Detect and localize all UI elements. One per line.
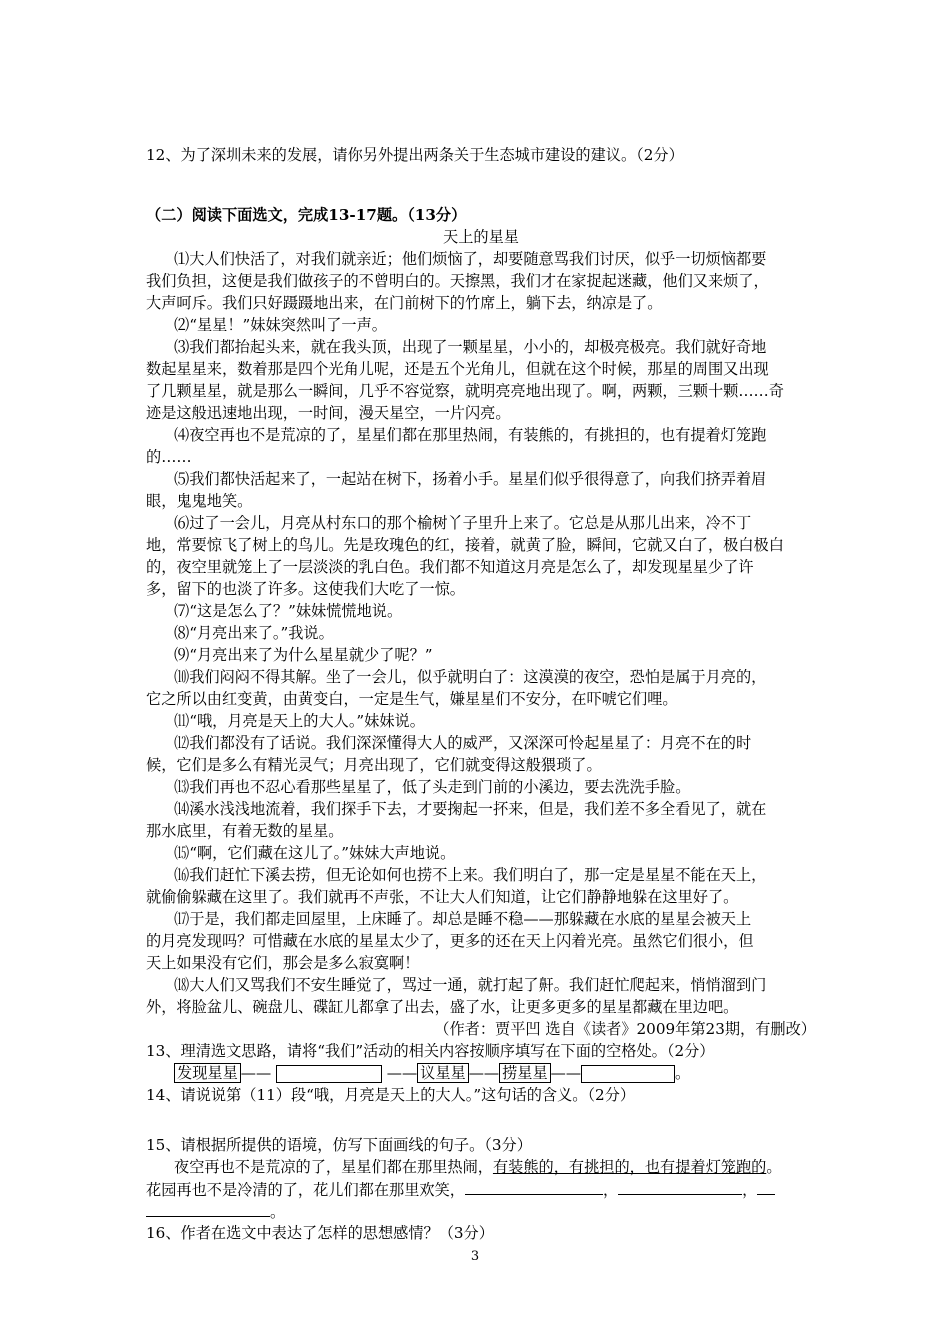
paragraph-17-line: 的月亮发现吗？可惜藏在水底的星星太少了，更多的还在天上闪着光亮。虽然它们很小，但 xyxy=(146,932,754,950)
paragraph-18-line: 外，将脸盆儿、碗盘儿、碟缸儿都拿了出去，盛了水，让更多更多的星星都藏在里边吧。 xyxy=(146,998,739,1016)
paragraph-7: ⑺“这是怎么了？”妹妹慌慌地说。 xyxy=(174,602,403,620)
step-discuss-stars: 议星星 xyxy=(417,1063,469,1083)
page-number: 3 xyxy=(470,1249,480,1264)
paragraph-9: ⑼“月亮出来了为什么星星就少了呢？” xyxy=(174,646,433,664)
paragraph-6: ⑹过了一会儿，月亮从村东口的那个榆树丫子里升上来了。它总是从那儿出来，冷不丁 xyxy=(174,514,752,532)
question-13: 13、理清选文思路，请将“我们”活动的相关内容按顺序填写在下面的空格处。（2分） xyxy=(146,1042,715,1060)
paragraph-2: ⑵“星星！”妹妹突然叫了一声。 xyxy=(174,316,387,334)
comma: ， xyxy=(602,1181,619,1199)
question-15-prompt xyxy=(146,1178,816,1201)
paragraph-13: ⒀我们再也不忍心看那些星星了，低了头走到门前的小溪边，要去洗洗手脸。 xyxy=(174,778,691,796)
paragraph-5: ⑸我们都快活起来了，一起站在树下，扬着小手。星星们似乎很得意了，向我们挤弄着眉 xyxy=(174,470,767,488)
paragraph-16-line: 就偷偷躲藏在这里了。我们就再不声张，不让大人们知道，让它们静静地躲在这里好了。 xyxy=(146,888,739,906)
answer-blank-3[interactable] xyxy=(757,1178,775,1195)
question-15-continuation xyxy=(146,1200,816,1223)
arrow: —— xyxy=(386,1064,418,1082)
period: 。 xyxy=(766,1158,782,1176)
source-attribution: （作者：贾平凹 选自《读者》2009年第23期，有删改） xyxy=(434,1020,816,1038)
paragraph-6-line: 多，留下的也淡了许多。这使我们大吃了一惊。 xyxy=(146,580,465,598)
paragraph-1-line: 大声呵斥。我们只好蹑蹑地出来，在门前树下的竹席上，躺下去，纳凉是了。 xyxy=(146,294,663,312)
period: 。 xyxy=(675,1064,691,1082)
question-15-example xyxy=(174,1156,816,1178)
paragraph-4-line: 的…… xyxy=(146,448,192,466)
arrow: —— xyxy=(240,1064,272,1082)
question-15: 15、请根据所提供的语境，仿写下面画线的句子。（3分） xyxy=(146,1136,532,1154)
paragraph-3-line: 迹是这般迅速地出现，一时间，漫天星空，一片闪亮。 xyxy=(146,404,511,422)
answer-box-2[interactable] xyxy=(581,1065,675,1083)
paragraph-11: ⑾“哦，月亮是天上的大人。”妹妹说。 xyxy=(174,712,425,730)
example-underlined: 有装熊的，有挑担的，也有提着灯笼跑的 xyxy=(492,1158,767,1176)
paragraph-14: ⒁溪水浅浅地流着，我们探手下去，才要掬起一抔来，但是，我们差不多全看见了，就在 xyxy=(174,800,767,818)
question-14: 14、请说说第（11）段“哦，月亮是天上的大人。”这句话的含义。（2分） xyxy=(146,1086,636,1104)
prompt-plain: 花园再也不是冷清的了，花儿们都在那里欢笑， xyxy=(146,1181,465,1199)
essay-title: 天上的星星 xyxy=(443,228,519,246)
answer-blank-1[interactable] xyxy=(465,1178,603,1195)
step-discover-stars: 发现星星 xyxy=(174,1063,241,1083)
paragraph-4: ⑷夜空再也不是荒凉的了，星星们都在那里热闹，有装熊的，有挑担的，也有提着灯笼跑 xyxy=(174,426,767,444)
paragraph-18: ⒅大人们又骂我们不安生睡觉了，骂过一通，就打起了鼾。我们赶忙爬起来，悄悄溜到门 xyxy=(174,976,767,994)
paragraph-3-line: 数起星星来，数着那是四个光角儿呢，还是五个光角儿，但就在这个时候，那星的周围又出现 xyxy=(146,360,769,378)
paragraph-5-line: 眼，鬼鬼地笑。 xyxy=(146,492,253,510)
arrow: —— xyxy=(550,1064,582,1082)
paragraph-16: ⒃我们赶忙下溪去捞，但无论如何也捞不上来。我们明白了，那一定是星星不能在天上， xyxy=(174,866,767,884)
paragraph-8: ⑻“月亮出来了。”我说。 xyxy=(174,624,334,642)
example-plain: 夜空再也不是荒凉的了，星星们都在那里热闹， xyxy=(174,1158,493,1176)
question-12: 12、为了深圳未来的发展，请你另外提出两条关于生态城市建设的建议。（2分） xyxy=(146,146,684,164)
section-heading: （二）阅读下面选文，完成13-17题。（13分） xyxy=(146,206,467,224)
paragraph-14-line: 那水底里，有着无数的星星。 xyxy=(146,822,344,840)
paragraph-17: ⒄于是，我们都走回屋里，上床睡了。却总是睡不稳——那躲藏在水底的星星会被天上 xyxy=(174,910,752,928)
paragraph-6-line: 的，夜空里就笼上了一层淡淡的乳白色。我们都不知道这月亮是怎么了，却发现星星少了许 xyxy=(146,558,754,576)
step-scoop-stars: 捞星星 xyxy=(499,1063,551,1083)
paragraph-10-line: 它之所以由红变黄，由黄变白，一定是生气，嫌星星们不安分，在吓唬它们哩。 xyxy=(146,690,678,708)
question-16: 16、作者在选文中表达了怎样的思想感情？（3分） xyxy=(146,1224,494,1242)
paragraph-10: ⑽我们闷闷不得其解。坐了一会儿，似乎就明白了：这漠漠的夜空，恐怕是属于月亮的， xyxy=(174,668,767,686)
paragraph-1-line: 我们负担，这便是我们做孩子的不曾明白的。天擦黑，我们才在家捉起迷藏，他们又来烦了， xyxy=(146,272,769,290)
answer-box-1[interactable] xyxy=(276,1065,382,1083)
question-13-flow xyxy=(174,1062,816,1084)
paragraph-17-line: 天上如果没有它们，那会是多么寂寞啊！ xyxy=(146,954,420,972)
comma: ， xyxy=(742,1181,758,1199)
paragraph-12-line: 候，它们是多么有精光灵气；月亮出现了，它们就变得这般猥琐了。 xyxy=(146,756,602,774)
paragraph-1: ⑴大人们快活了，对我们就亲近；他们烦恼了，却要随意骂我们讨厌，似乎一切烦恼都要 xyxy=(174,250,767,268)
arrow: —— xyxy=(468,1064,500,1082)
period: 。 xyxy=(270,1203,286,1221)
paragraph-3-line: 了几颗星星，就是那么一瞬间，几乎不容觉察，就明亮亮地出现了。啊，两颗，三颗十颗……奇 xyxy=(146,382,784,400)
answer-blank-3-cont[interactable] xyxy=(146,1200,270,1217)
paragraph-6-line: 地，常要惊飞了树上的鸟儿。先是玫瑰色的红，接着，就黄了脸，瞬间，它就又白了，极白极白 xyxy=(146,536,784,554)
paragraph-3: ⑶我们都抬起头来，就在我头顶，出现了一颗星星，小小的，却极亮极亮。我们就好奇地 xyxy=(174,338,767,356)
answer-blank-2[interactable] xyxy=(618,1178,742,1195)
paragraph-15: ⒂“啊，它们藏在这儿了。”妹妹大声地说。 xyxy=(174,844,456,862)
paragraph-12: ⑿我们都没有了话说。我们深深懂得大人的威严，又深深可怜起星星了：月亮不在的时 xyxy=(174,734,752,752)
